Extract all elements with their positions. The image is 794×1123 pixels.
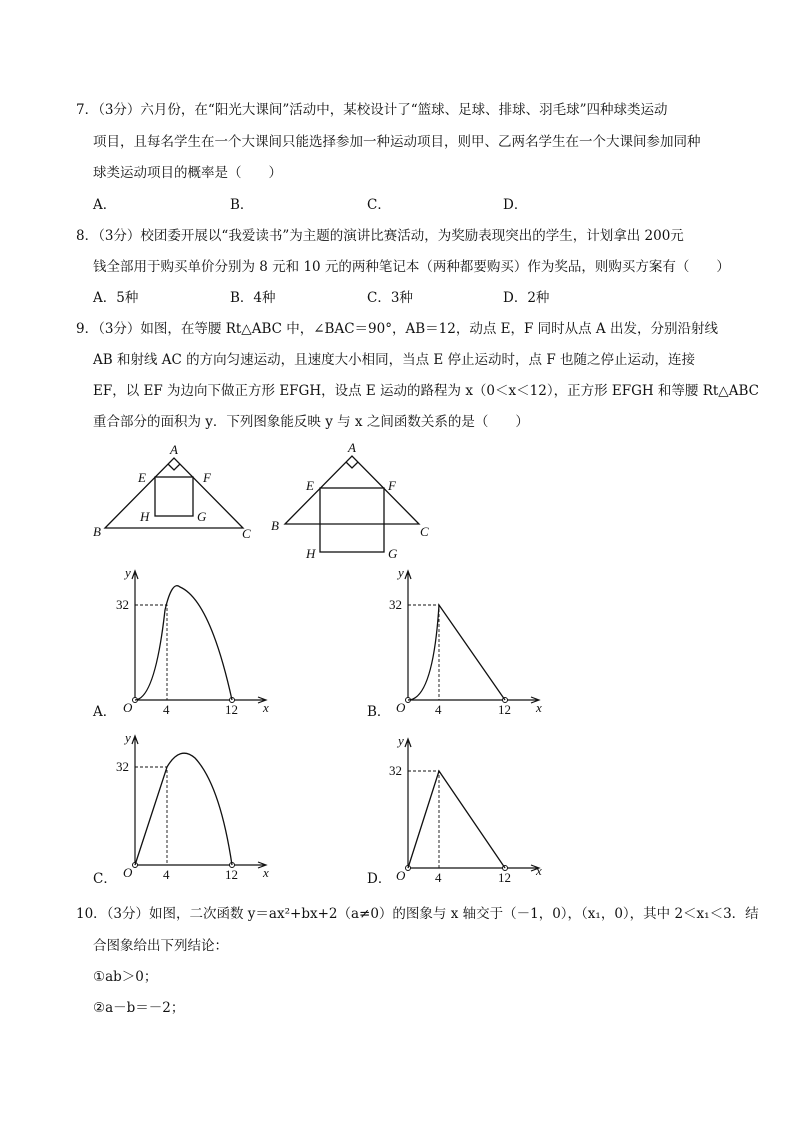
q7-line-2: 项目，且每名学生在一个大课间只能选择参加一种运动项目，则甲、乙两名学生在一个大课间参加同种 — [93, 134, 701, 150]
tick-32: 32 — [116, 759, 129, 774]
origin-label: O — [123, 700, 133, 715]
axis-label-x: x — [263, 865, 269, 880]
axis-label-x: x — [536, 863, 542, 878]
q8-option-a[interactable]: A．5种 — [93, 290, 139, 306]
axis-label-y: y — [125, 730, 131, 745]
tick-12: 12 — [498, 870, 511, 885]
tick-32: 32 — [389, 597, 402, 612]
triangle-figure-2 — [268, 440, 438, 565]
axis-label-y: y — [125, 565, 131, 580]
q10-conclusion-2: ②a－b＝－2； — [93, 1000, 185, 1016]
q8-option-d[interactable]: D．2种 — [503, 290, 550, 306]
q8-option-b[interactable]: B．4种 — [230, 290, 276, 306]
q7-option-c[interactable]: C． — [367, 197, 391, 213]
label-f: F — [203, 470, 211, 485]
graph-option-d[interactable] — [373, 733, 553, 883]
tick-4: 4 — [435, 702, 442, 717]
q7-option-d[interactable]: D． — [503, 197, 528, 213]
q9-option-b[interactable]: B． — [367, 704, 391, 720]
label-f: F — [388, 478, 396, 493]
tick-32: 32 — [389, 763, 402, 778]
q7-option-a[interactable]: A． — [93, 197, 117, 213]
label-a: A — [348, 440, 356, 455]
origin-label: O — [123, 865, 133, 880]
origin-label: O — [396, 868, 406, 883]
label-g: G — [197, 509, 207, 524]
triangle-figure-1 — [90, 440, 260, 545]
graph-option-a[interactable] — [100, 565, 280, 715]
tick-12: 12 — [498, 702, 511, 717]
q8-option-c[interactable]: C．3种 — [367, 290, 413, 306]
label-c: C — [242, 526, 251, 541]
q9-option-c[interactable]: C． — [93, 871, 117, 887]
q10-conclusion-1: ①ab＞0； — [93, 969, 158, 985]
q9-option-d[interactable]: D． — [367, 871, 392, 887]
origin-label: O — [396, 700, 406, 715]
q8-line-1: 8．（3分）校团委开展以“我爱读书”为主题的演讲比赛活动，为奖励表现突出的学生，计划拿出 200元 — [76, 228, 684, 244]
label-h: H — [140, 509, 150, 524]
axis-label-x: x — [263, 700, 269, 715]
label-b: B — [271, 518, 279, 533]
tick-32: 32 — [116, 597, 129, 612]
label-a: A — [170, 442, 178, 457]
label-c: C — [420, 524, 429, 539]
q10-line-1: 10．（3分）如图，二次函数 y＝ax²+bx+2（a≠0）的图象与 x 轴交于（－1，0），（x₁，0），其中 2＜x₁＜3．结 — [76, 906, 759, 922]
tick-12: 12 — [225, 702, 238, 717]
tick-4: 4 — [163, 867, 170, 882]
tick-12: 12 — [225, 867, 238, 882]
q9-line-1: 9．（3分）如图，在等腰 Rt△ABC 中，∠BAC＝90°，AB＝12，动点 E，F 同时从点 A 出发，分别沿射线 — [76, 321, 718, 337]
label-h: H — [306, 546, 316, 561]
q7-option-b[interactable]: B． — [230, 197, 254, 213]
graph-option-c[interactable] — [100, 730, 280, 880]
graph-option-b[interactable] — [373, 565, 553, 715]
label-e: E — [306, 478, 314, 493]
tick-4: 4 — [435, 870, 442, 885]
q7-line-3: 球类运动项目的概率是（ ） — [93, 165, 282, 181]
axis-label-y: y — [398, 565, 404, 580]
tick-4: 4 — [163, 702, 170, 717]
q10-line-2: 合图象给出下列结论： — [93, 938, 228, 954]
axis-label-x: x — [536, 700, 542, 715]
q9-line-4: 重合部分的面积为 y．下列图象能反映 y 与 x 之间函数关系的是（ ） — [93, 414, 529, 430]
label-g: G — [388, 546, 398, 561]
label-b: B — [93, 524, 101, 539]
axis-label-y: y — [398, 733, 404, 748]
q9-line-2: AB 和射线 AC 的方向匀速运动，且速度大小相同，当点 E 停止运动时，点 F 也随之停止运动，连接 — [93, 352, 696, 368]
q9-option-a[interactable]: A． — [93, 704, 117, 720]
q7-line-1: 7．（3分）六月份，在“阳光大课间”活动中，某校设计了“篮球、足球、排球、羽毛球”四种球类运动 — [76, 102, 668, 118]
label-e: E — [138, 470, 146, 485]
q9-line-3: EF，以 EF 为边向下做正方形 EFGH，设点 E 运动的路程为 x（0＜x＜12），正方形 EFGH 和等腰 Rt△ABC — [93, 383, 759, 399]
q8-line-2: 钱全部用于购买单价分别为 8 元和 10 元的两种笔记本（两种都要购买）作为奖品，则购买方案有（ ） — [93, 259, 730, 275]
